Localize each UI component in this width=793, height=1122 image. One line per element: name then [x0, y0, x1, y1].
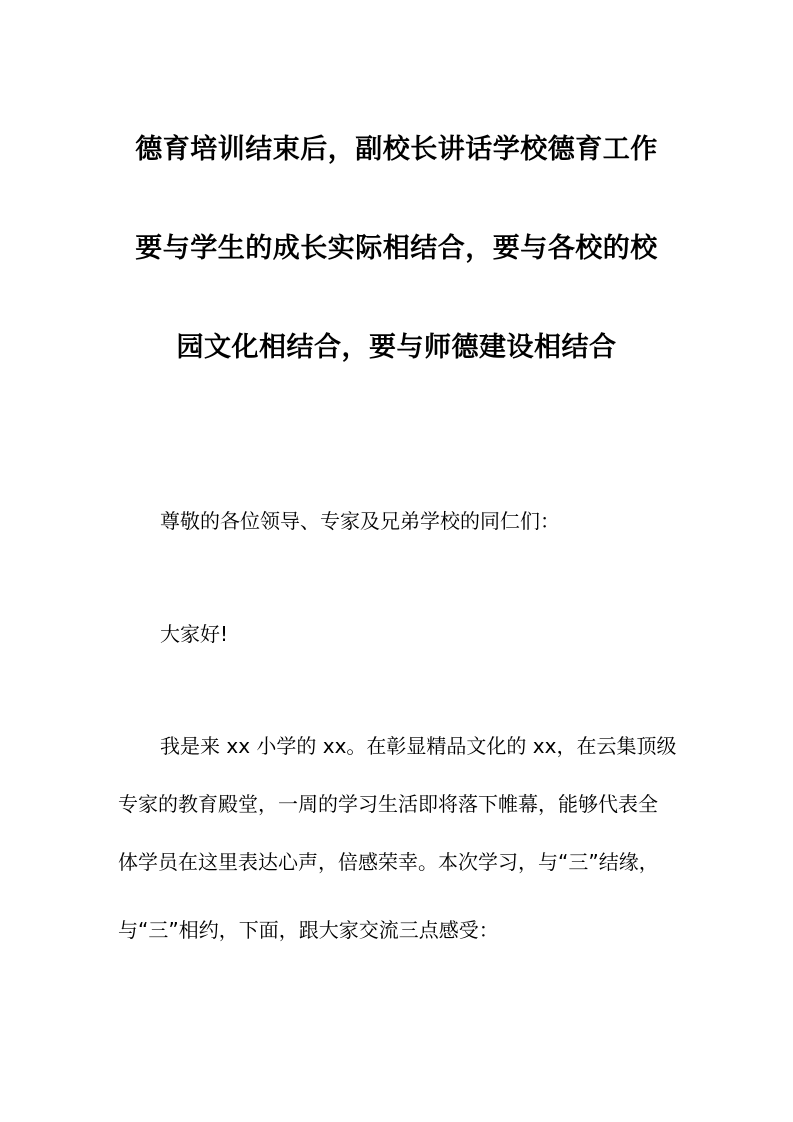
document-title-line-1: 德育培训结束后，副校长讲话学校德育工作 — [135, 134, 658, 165]
hello-paragraph: 大家好! — [160, 622, 229, 646]
document-title-line-3: 园文化相结合，要与师德建设相结合 — [176, 332, 617, 363]
salutation-paragraph: 尊敬的各位领导、专家及兄弟学校的同仁们： — [160, 509, 560, 533]
document-title-line-2: 要与学生的成长实际相结合，要与各校的校 — [135, 233, 658, 264]
body-paragraph-line-4: 与“三”相约，下面，跟大家交流三点感受： — [118, 918, 499, 942]
body-paragraph-line-2: 专家的教育殿堂，一周的学习生活即将落下帷幕，能够代表全 — [118, 792, 658, 816]
body-paragraph-line-1: 我是来 xx 小学的 xx。在彰显精品文化的 xx，在云集顶级 — [160, 734, 677, 758]
body-paragraph-line-3: 体学员在这里表达心声，倍感荣幸。本次学习，与“三”结缘， — [118, 850, 659, 874]
